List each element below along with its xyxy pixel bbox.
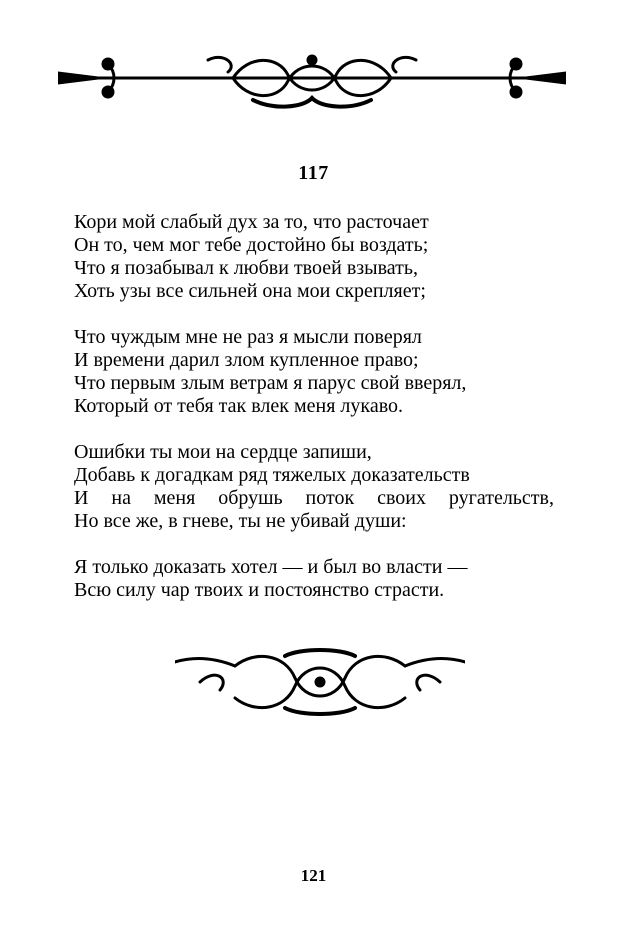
poem-line: Кори мой слабый дух за то, что расточает xyxy=(74,211,429,233)
poem-line: Но все же, в гневе, ты не убивай души: xyxy=(74,510,407,532)
stanza xyxy=(74,211,554,303)
poem-line: И времени дарил злом купленное право; xyxy=(74,349,419,371)
bottom-ornament-icon xyxy=(175,648,465,716)
stanza xyxy=(74,556,554,602)
stanza xyxy=(74,441,554,533)
poem-line: Что первым злым ветрам я парус свой вверял, xyxy=(74,372,467,394)
poem-line: Что я позабывал к любви твоей взывать, xyxy=(74,257,418,279)
poem xyxy=(74,211,554,625)
poem-line: Что чуждым мне не раз я мысли поверял xyxy=(74,326,422,348)
poem-line: И на меня обрушь поток своих ругательств, xyxy=(74,487,554,509)
poem-line: Ошибки ты мои на сердце запиши, xyxy=(74,441,372,463)
poem-line: Который от тебя так влек меня лукаво. xyxy=(74,395,404,417)
page-number: 121 xyxy=(300,866,327,885)
poem-line: Я только доказать хотел — и был во власти — xyxy=(74,556,468,578)
sonnet-number: 117 xyxy=(298,162,329,184)
poem-line: Хоть узы все сильней она мои скрепляет; xyxy=(74,280,426,302)
top-ornament-icon xyxy=(58,50,566,110)
poem-line: Он то, чем мог тебе достойно бы воздать; xyxy=(74,234,429,256)
stanza xyxy=(74,326,554,418)
poem-line: Всю силу чар твоих и постоянство страсти. xyxy=(74,579,445,601)
poem-line: Добавь к догадкам ряд тяжелых доказательств xyxy=(74,464,470,486)
